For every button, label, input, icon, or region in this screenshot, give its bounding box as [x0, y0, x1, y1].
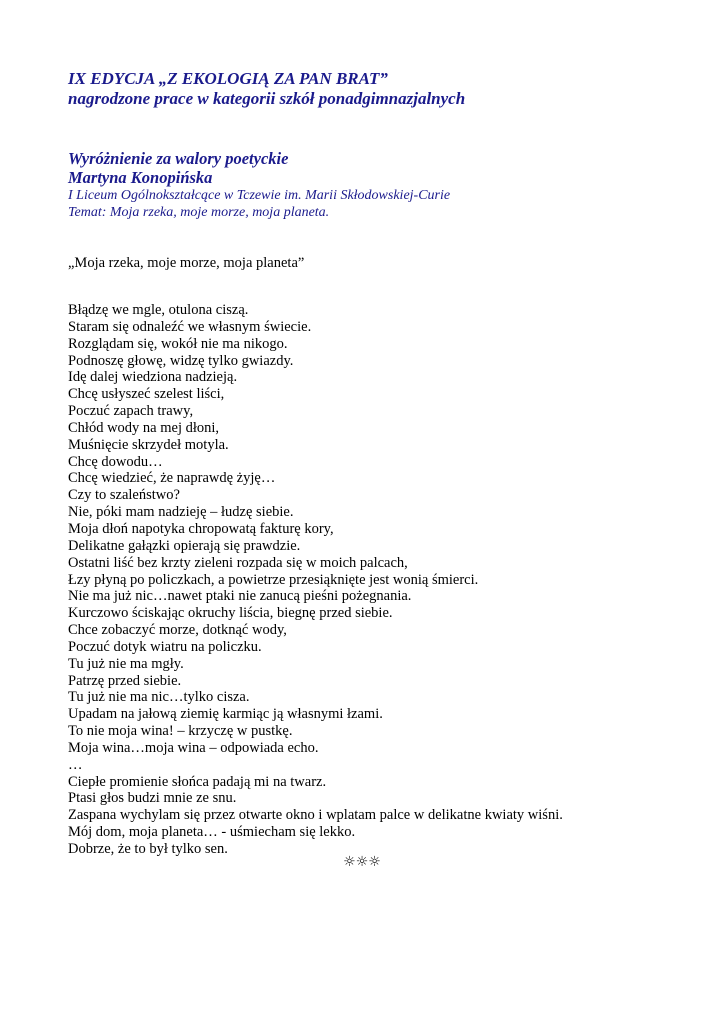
poem-line: Chcę wiedzieć, że naprawdę żyję… — [68, 470, 276, 487]
poem-line: Podnoszę głowę, widzę tylko gwiazdy. — [68, 352, 294, 369]
school-name: I Liceum Ogólnokształcące w Tczewie im. Marii Skłodowskiej-Curie — [68, 188, 451, 203]
ornament-suns: ☼☼☼ — [343, 854, 381, 870]
poem-line: Upadam na jałową ziemię karmiąc ją własnymi łzami. — [68, 706, 383, 723]
poem-line: Moja dłoń napotyka chropowatą fakturę kory, — [68, 520, 334, 537]
poem-line: Moja wina…moja wina – odpowiada echo. — [68, 739, 319, 756]
edition-title: IX EDYCJA „Z EKOLOGIĄ ZA PAN BRAT” — [68, 69, 388, 88]
poem-line: Muśnięcie skrzydeł motyla. — [68, 436, 229, 453]
author-name: Martyna Konopińska — [68, 168, 213, 187]
award-block — [68, 149, 450, 221]
poem-line: Ptasi głos budzi mnie ze snu. — [68, 790, 237, 807]
poem-line: Nie, póki mam nadzieję – łudzę siebie. — [68, 504, 294, 521]
poem-line: Chłód wody na mej dłoni, — [68, 419, 220, 436]
poem-line: Ciepłe promienie słońca padają mi na twarz. — [68, 773, 327, 790]
poem-line: Czy to szaleństwo? — [68, 487, 180, 504]
poem-line: Zaspana wychylam się przez otwarte okno i wplatam palce w delikatne kwiaty wiśni. — [68, 807, 563, 824]
poem-title: „Moja rzeka, moje morze, moja planeta” — [68, 255, 305, 271]
category-subtitle: nagrodzone prace w kategorii szkół ponadgimnazjalnych — [68, 89, 466, 108]
poem-line: Delikatne gałązki opierają się prawdzie. — [68, 537, 301, 554]
poem-line: Dobrze, że to był tylko sen. — [68, 841, 228, 857]
poem-line: Poczuć dotyk wiatru na policzku. — [68, 638, 262, 655]
poem-line: Patrzę przed siebie. — [68, 672, 182, 689]
poem-line: Chcę usłyszeć szelest liści, — [68, 386, 225, 403]
poem-line: Rozglądam się, wokół nie ma nikogo. — [68, 335, 288, 352]
poem-line: Chce zobaczyć morze, dotknąć wody, — [68, 622, 287, 639]
poem-line: Chcę dowodu… — [68, 453, 163, 470]
poem-line: Poczuć zapach trawy, — [68, 403, 194, 420]
poem-line: Łzy płyną po policzkach, a powietrze przesiąknięte jest wonią śmierci. — [68, 571, 479, 588]
poem-line: Kurczowo ściskając okruchy liścia, biegnę przed siebie. — [68, 605, 393, 622]
poem-line: Nie ma już nic…nawet ptaki nie zanucą pieśni pożegnania. — [68, 588, 412, 605]
poem-line: Błądzę we mgle, otulona ciszą. — [68, 302, 249, 318]
poem-line: … — [68, 756, 83, 773]
distinction-title: Wyróżnienie za walory poetyckie — [68, 149, 289, 168]
poem-line: Idę dalej wiedziona nadzieją. — [68, 369, 238, 386]
poem-body — [68, 302, 563, 858]
poem-line: Tu już nie ma mgły. — [68, 655, 184, 672]
document-header — [68, 69, 465, 109]
poem-line: Tu już nie ma nic…tylko cisza. — [68, 689, 250, 706]
poem-line: Mój dom, moja planeta… - uśmiecham się lekko. — [68, 824, 356, 841]
poem-line: To nie moja wina! – krzyczę w pustkę. — [68, 723, 293, 740]
poem-line: Ostatni liść bez krzty zieleni rozpada się w moich palcach, — [68, 554, 408, 571]
poem-line: Staram się odnaleźć we własnym świecie. — [68, 318, 312, 335]
topic-line: Temat: Moja rzeka, moje morze, moja planeta. — [68, 205, 330, 220]
